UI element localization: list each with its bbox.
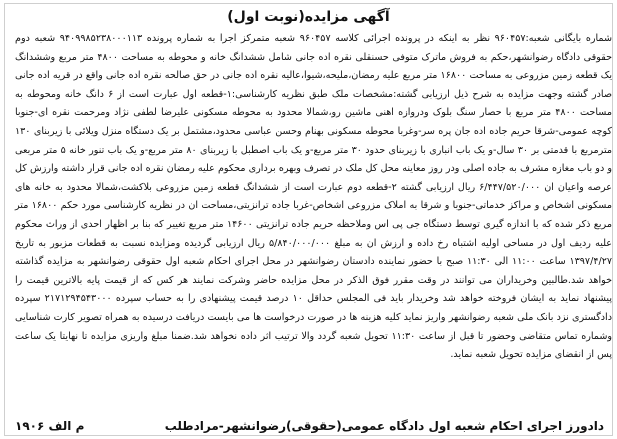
notice-footer — [15, 416, 604, 436]
notice-title: آگهی مزایده(نوبت اول) — [227, 9, 390, 25]
footer-code: م الف ۱۹۰۶ — [15, 419, 85, 433]
notice-frame — [4, 3, 613, 436]
notice-body: شماره بایگانی شعبه:۹۶۰۴۵۷ نظر به اینکه در پرونده اجرائی کلاسه ۹۶۰۴۵۷ شعبه متمرکز اجرا به شماره پرونده ۹۴۰۹۹۸۵۲۳۸۰۰۰۱۱۳ شعبه دوم حقوقی دادگاه رضوانشهر،حکم به فروش ماترک متوفی حسنقلی نقره اده جانی شامل ششدانگ خانه و محوطه به مساحت ۴۸۰۰ متر مربع وششدانگ یک قطعه زمین مزروعی به مساحت ۱۶۸۰۰ متر مربع علیه رمضان،ملیحه،شیوا،عالیه نقره اده جانی در حق صالحه نقره اده جانی واقع در قریه اده جانی صادر گشته وجهت مزایده به شرح ذیل ارزیابی گشته:مشخصات ملک طبق نظریه کارشناسی:۱-قطعه اول عبارت است از ۶ دانگ خانه ومحوطه به مساحت ۴۸۰۰ متر مربع با حصار سنگ بلوک ودروازه اهنی ماشین رو،شمالا محدود به محوطه مسکونی علیرضا لطفی نژاد ومرحمت نقره ای-جنوبا کوچه عمومی-شرقا حریم جاده اده جان پره سر-وغربا محوطه مسکونی بهنام وحسن عباسی محدود،مشتمل بر یک دستگاه منزل ویلائی با زیربنای ۱۳۰ مترمربع با قدمتی بر ۳۰ سال-و یک باب انباری با زیربنای حدود ۳۰ متر مربع-و یک باب اصطبل با زیربنای ۸۰ متر مربع-و یک باب تنور خانه ۵ متر مربعی و دو باب مغازه مشرف به جاده اصلی ودر روز معاینه محل کل ملک در تصرف وبهره برداری محکوم علیه رمضان نقره اده جانی قرار داشته وارزش کل عرصه واعیان ان ۶/۴۴۷/۵۲۰/۰۰۰ ریال ارزیابی گشته ۲-قطعه دوم عبارت است از ششدانگ قطعه زمین مزروعی بلاکشت،شمالا محدود به خانه های مسکونی اشخاص و مراکز خدماتی-جنوبا و شرقا به املاک مزروعی اشخاص-غربا جاده ترانزیتی،مساحت ان در نظریه کارشناسی مورد حکم ۱۶۸۰۰ متر مربع ذکر شده که با اندازه گیری توسط دستگاه جی پی اس وملاحظه حریم جاده ترانزیتی ۱۴۶۰۰ متر مربع تغییر که بنا بر اظهار احدی از وراث محکوم علیه ردیف اول در مساحی اولیه اشتباه رخ داده و ارزش ان به مبلغ ۵/۸۴۰/۰۰۰/۰۰۰ ریال ارزیابی گردیده ومزایده نسبت به قطعات مزبور به تاریخ ۱۳۹۷/۴/۲۷ ساعت ۱۱:۰۰ الی ۱۱:۳۰ صبح با حضور نماینده دادستان رضوانشهر در محل اجرای احکام شعبه اول حقوقی رضوانشهر به مزایده گذاشته خواهد شد.طالبین وخریداران می توانند در وقت مقرر فوق الذکر در محل مزایده حاضر وشرکت نمایند هر کس که از قیمت پایه بالاترین قیمت را پیشنهاد نماید به ایشان فروخته خواهد شد وخریدار باید فی المجلس حداقل ۱۰ درصد قیمت پیشنهادی را به حساب سپرده ۲۱۷۱۲۹۴۵۴۳۰۰۰ سپرده دادگستری نزد بانک ملی شعبه رضوانشهر واریز نماید کلیه هزینه ها در صورت درخواست ها می بایست دریافت درسیده به همراه تصویر کارت شناسایی وشماره تماس متقاضی وحضور تا قبل از ساعت ۱۱:۳۰ تحویل شعبه گردد والا ترتیب اثر داده نخواهد شد.ضمنا مبلغ واریزی مزایده تا نهایتا یک ساعت پس از انقضای مزایده تحویل شعبه نماید. — [15, 33, 613, 361]
footer-signer: دادورز اجرای احکام شعبه اول دادگاه عمومی(حقوقی)رضوانشهر-مرادطلب — [164, 419, 604, 433]
